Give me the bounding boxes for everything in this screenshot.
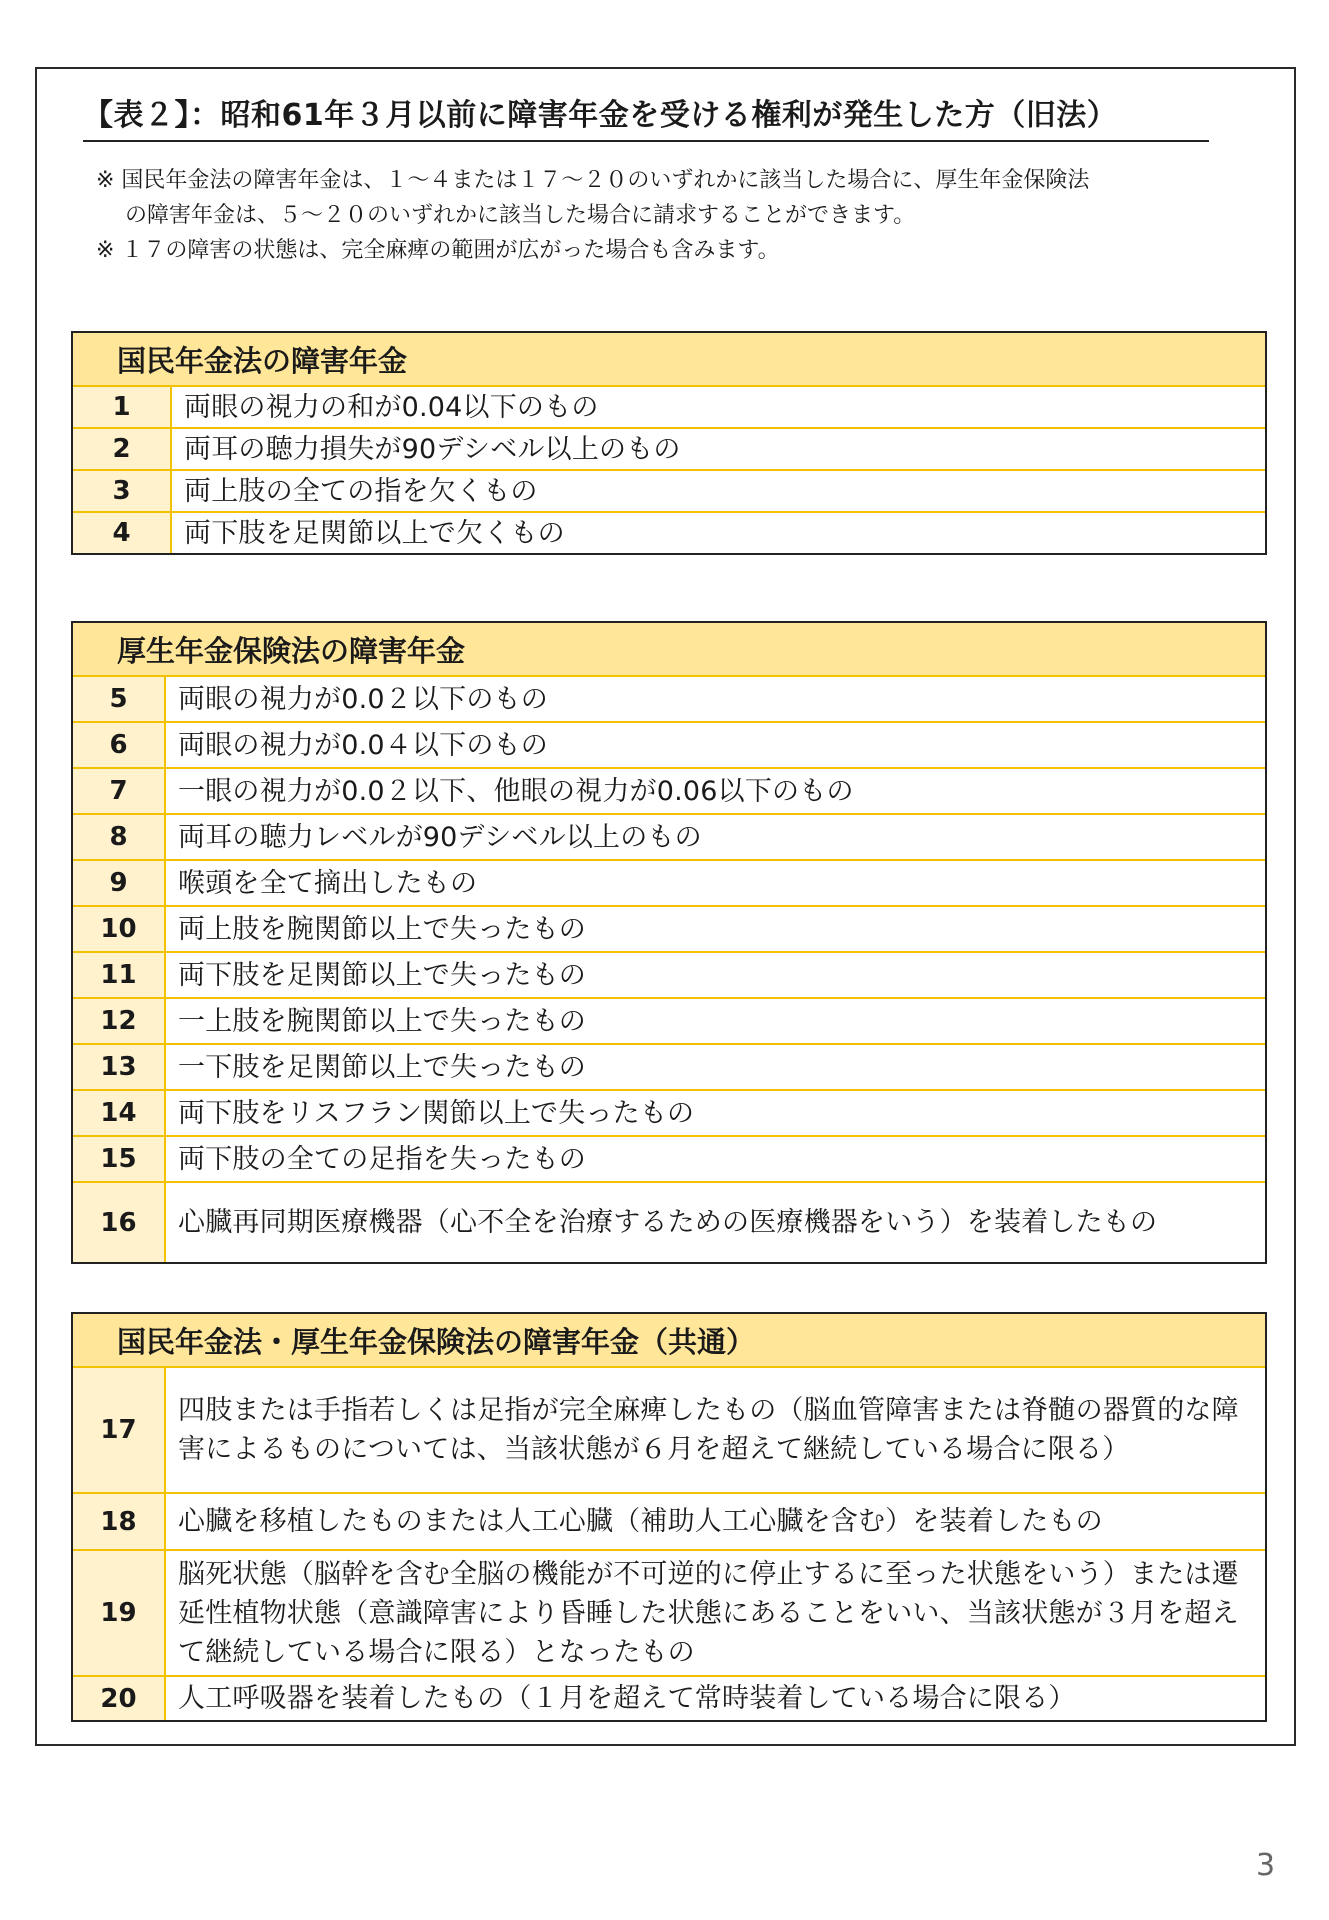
table-row <box>73 1137 1265 1183</box>
row-number: 17 <box>73 1368 166 1492</box>
table-row <box>73 429 1265 471</box>
table-row <box>73 953 1265 999</box>
row-number: 3 <box>73 471 172 511</box>
row-number: 15 <box>73 1137 166 1181</box>
row-text: 脳死状態（脳幹を含む全脳の機能が不可逆的に停止するに至った状態をいう）または遷延性植物状態（意識障害により昏睡した状態にあることをいい、当該状態が３月を超えて継続している場合に限る）となったもの <box>178 1558 1239 1668</box>
row-number: 6 <box>73 723 166 767</box>
row-text: 両眼の視力が0.0２以下のもの <box>178 683 548 715</box>
row-number: 14 <box>73 1091 166 1135</box>
row-number: 12 <box>73 999 166 1043</box>
table-row <box>73 387 1265 429</box>
table-row <box>73 1183 1265 1262</box>
row-text: 一上肢を腕関節以上で失ったもの <box>178 1005 586 1037</box>
row-number: 11 <box>73 953 166 997</box>
note-line: ※ １７の障害の状態は、完全麻痺の範囲が広がった場合も含みます。 <box>96 238 780 263</box>
row-number: 16 <box>73 1183 166 1262</box>
table-header: 国民年金法の障害年金 <box>73 333 1265 387</box>
page-number: 3 <box>1256 1848 1276 1883</box>
table-kyotsu <box>71 1312 1267 1722</box>
row-text: 両上肢の全ての指を欠くもの <box>184 475 538 507</box>
table-row <box>73 1368 1265 1494</box>
row-text: 四肢または手指若しくは足指が完全麻痺したもの（脳血管障害または脊髄の器質的な障害によるものについては、当該状態が６月を超えて継続している場合に限る） <box>178 1395 1239 1465</box>
row-number: 7 <box>73 769 166 813</box>
table-row <box>73 1677 1265 1720</box>
notes-block <box>96 163 1256 268</box>
table-row <box>73 1551 1265 1677</box>
table-row <box>73 769 1265 815</box>
row-number: 4 <box>73 513 172 553</box>
row-text: 両下肢を足関節以上で欠くもの <box>184 517 565 549</box>
table-row <box>73 999 1265 1045</box>
row-text: 両耳の聴力損失が90デシベル以上のもの <box>184 433 681 465</box>
row-number: 18 <box>73 1494 166 1549</box>
row-number: 9 <box>73 861 166 905</box>
row-number: 10 <box>73 907 166 951</box>
row-number: 8 <box>73 815 166 859</box>
table-row <box>73 471 1265 513</box>
note-line: ※ 国民年金法の障害年金は、１～４または１７～２０のいずれかに該当した場合に、厚生年金保険法 <box>96 168 1090 193</box>
row-number: 13 <box>73 1045 166 1089</box>
row-number: 5 <box>73 677 166 721</box>
table-row <box>73 815 1265 861</box>
row-text: 一下肢を足関節以上で失ったもの <box>178 1051 586 1083</box>
table-row <box>73 513 1265 553</box>
row-number: 19 <box>73 1551 166 1675</box>
table-row <box>73 907 1265 953</box>
row-text: 人工呼吸器を装着したもの（１月を超えて常時装着している場合に限る） <box>178 1683 1076 1714</box>
row-text: 両耳の聴力レベルが90デシベル以上のもの <box>178 821 702 853</box>
row-number: 1 <box>73 387 172 427</box>
table-header: 厚生年金保険法の障害年金 <box>73 623 1265 677</box>
page-title: 【表２】：昭和61年３月以前に障害年金を受ける権利が発生した方（旧法） <box>83 96 1209 142</box>
row-text: 両眼の視力の和が0.04以下のもの <box>184 391 599 423</box>
table-row <box>73 723 1265 769</box>
row-text: 両上肢を腕関節以上で失ったもの <box>178 913 586 945</box>
row-number: 2 <box>73 429 172 469</box>
table-kokumin-nenkin <box>71 331 1267 555</box>
row-text: 両眼の視力が0.0４以下のもの <box>178 729 548 761</box>
table-kosei-nenkin <box>71 621 1267 1264</box>
row-number: 20 <box>73 1677 166 1720</box>
table-row <box>73 1494 1265 1551</box>
row-text: 一眼の視力が0.0２以下、他眼の視力が0.06以下のもの <box>178 775 854 807</box>
table-row <box>73 1091 1265 1137</box>
row-text: 喉頭を全て摘出したもの <box>178 867 478 899</box>
row-text: 両下肢の全ての足指を失ったもの <box>178 1143 586 1175</box>
row-text: 心臓を移植したものまたは人工心臓（補助人工心臓を含む）を装着したもの <box>178 1506 1103 1537</box>
row-text: 心臓再同期医療機器（心不全を治療するための医療機器をいう）を装着したもの <box>178 1207 1158 1238</box>
table-row <box>73 677 1265 723</box>
table-row <box>73 861 1265 907</box>
note-line: の障害年金は、５～２０のいずれかに該当した場合に請求することができます。 <box>96 203 916 228</box>
row-text: 両下肢を足関節以上で失ったもの <box>178 959 586 991</box>
row-text: 両下肢をリスフラン関節以上で失ったもの <box>178 1097 695 1129</box>
table-row <box>73 1045 1265 1091</box>
table-header: 国民年金法・厚生年金保険法の障害年金（共通） <box>73 1314 1265 1368</box>
